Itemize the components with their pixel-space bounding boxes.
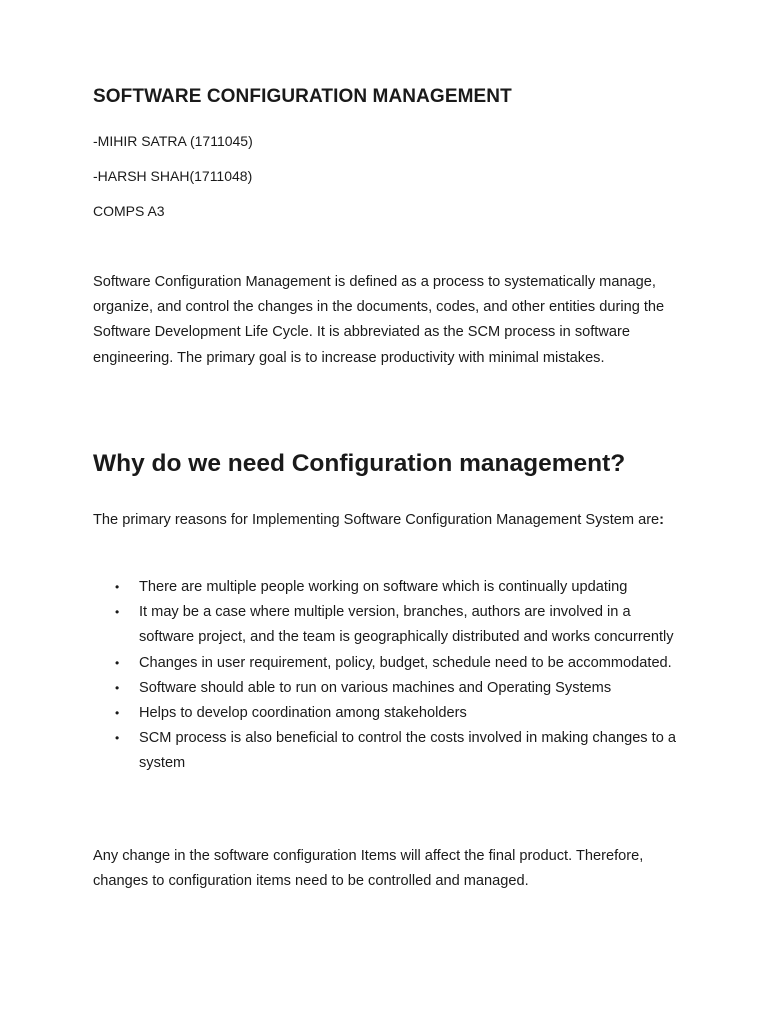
list-item: [93, 701, 683, 726]
bullet-icon: •: [115, 680, 120, 695]
list-item: [93, 600, 683, 650]
list-item: [93, 651, 683, 676]
list-item-text: There are multiple people working on software which is continually updating: [139, 579, 628, 595]
list-item: [93, 726, 683, 776]
reasons-intro-paragraph: [93, 508, 683, 533]
author-line: -HARSH SHAH(1711048): [93, 168, 253, 184]
list-item-text: SCM process is also beneficial to control the costs involved in making changes to a system: [139, 730, 676, 772]
conclusion-paragraph: Any change in the software configuration Items will affect the final product. Therefore, changes to configuration items need to be controlled and managed.: [93, 848, 644, 890]
bullet-icon: •: [115, 580, 120, 594]
list-item: [93, 676, 683, 701]
list-item-text: It may be a case where multiple version, branches, authors are involved in a software project, and the team is geographically distributed and works concurrently: [139, 604, 674, 646]
section-heading: Why do we need Configuration management?: [93, 450, 626, 477]
document-title: SOFTWARE CONFIGURATION MANAGEMENT: [93, 86, 512, 107]
bullet-icon: •: [115, 655, 120, 670]
author-line: -MIHIR SATRA (1711045): [93, 133, 253, 149]
list-item-text: Software should able to run on various machines and Operating Systems: [139, 679, 612, 696]
bullet-icon: •: [115, 605, 120, 620]
bullet-icon: •: [115, 731, 120, 746]
list-item: [93, 575, 683, 600]
class-label: COMPS A3: [93, 203, 165, 219]
bullet-icon: •: [115, 706, 120, 721]
intro-paragraph: Software Configuration Management is defined as a process to systematically manage, organize, and control the changes in the documents, codes, and other entities during the Software Development Life Cycle. It is abbreviated as the SCM process in software engineering. The primary goal is to increase productivity with minimal mistakes.: [93, 274, 665, 366]
reasons-list: [93, 575, 683, 777]
reasons-intro-colon: :: [659, 512, 665, 528]
list-item-text: Helps to develop coordination among stakeholders: [139, 705, 467, 722]
reasons-intro-text: The primary reasons for Implementing Software Configuration Management System are: [93, 512, 660, 528]
list-item-text: Changes in user requirement, policy, budget, schedule need to be accommodated.: [139, 654, 672, 671]
